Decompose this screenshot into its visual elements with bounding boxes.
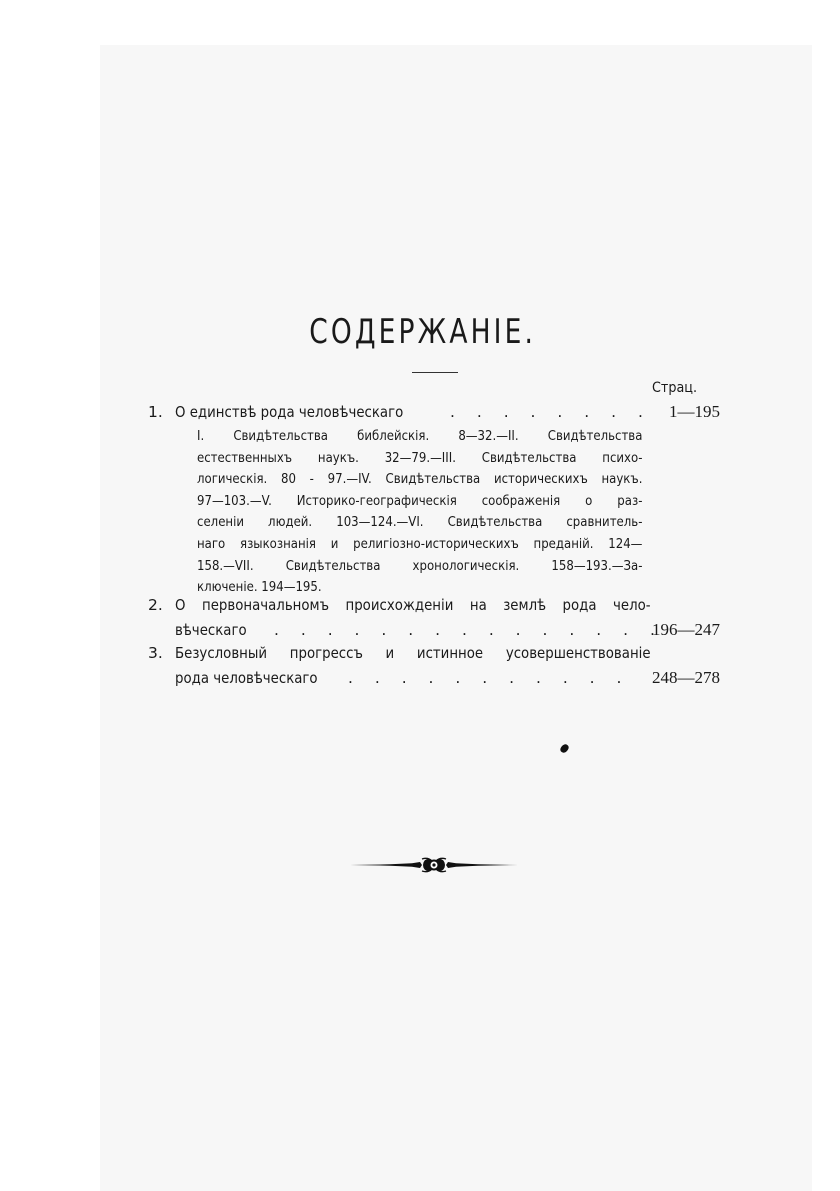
leader-dots: . . . . . . . . . . . . . . . xyxy=(274,621,664,639)
entry-pages: 196—247 xyxy=(652,620,720,639)
entry-title-continued: вѣческаго xyxy=(175,621,247,639)
leader-dots: . . . . . . . . . . . xyxy=(348,669,630,687)
toc-entry-line xyxy=(148,666,720,690)
page-title: СОДЕРЖАНІЕ. xyxy=(309,312,537,352)
leader-dots: . . . . . . . . xyxy=(450,403,652,421)
entry-number: 1. xyxy=(148,403,163,421)
entry-title: О первоначальномъ происхожденіи на землѣ рода чело- xyxy=(175,596,651,614)
summary-line: ключеніе. 194—195. xyxy=(197,579,322,596)
ornamental-divider xyxy=(350,855,518,875)
title-rule xyxy=(412,372,458,373)
entry-title-continued: рода человѣческаго xyxy=(175,669,318,687)
entry-pages: 248—278 xyxy=(652,668,720,687)
entry-title: Безусловный прогрессъ и истинное усовершенствованіе xyxy=(175,644,651,662)
entry-1-summary xyxy=(197,426,642,599)
summary-line: селеніи людей. 103—124.—VI. Свидѣтельства сравнитель- xyxy=(197,514,643,531)
summary-line: естественныхъ наукъ. 32—79.—III. Свидѣтельства психо- xyxy=(197,449,643,466)
toc-entry-1 xyxy=(148,400,720,424)
entry-pages: 1—195 xyxy=(669,402,720,421)
summary-line: 97—103.—V. Историко-географическія соображенія о раз- xyxy=(197,492,643,509)
summary-line: наго языкознанія и религіозно-историческихъ преданій. 124— xyxy=(197,535,643,552)
entry-number: 2. xyxy=(148,596,163,614)
summary-line: логическія. 80 - 97.—IV. Свидѣтельства историческихъ наукъ. xyxy=(197,471,643,488)
pages-column-heading: Страц. xyxy=(652,380,698,396)
entry-title: О единствѣ рода человѣческаго xyxy=(175,403,404,421)
toc-entry-3 xyxy=(148,641,720,690)
toc-entry-line xyxy=(148,618,720,642)
toc-entry-line xyxy=(148,593,720,617)
toc-entry-line xyxy=(148,641,720,665)
entry-number: 3. xyxy=(148,644,163,662)
summary-line: I. Свидѣтельства библейскія. 8—32.—II. Свидѣтельства xyxy=(197,428,643,444)
toc-entry-line xyxy=(148,400,720,424)
toc-entry-2 xyxy=(148,593,720,642)
summary-line: 158.—VII. Свидѣтельства хронологическія. 158—193.—За- xyxy=(197,557,643,574)
